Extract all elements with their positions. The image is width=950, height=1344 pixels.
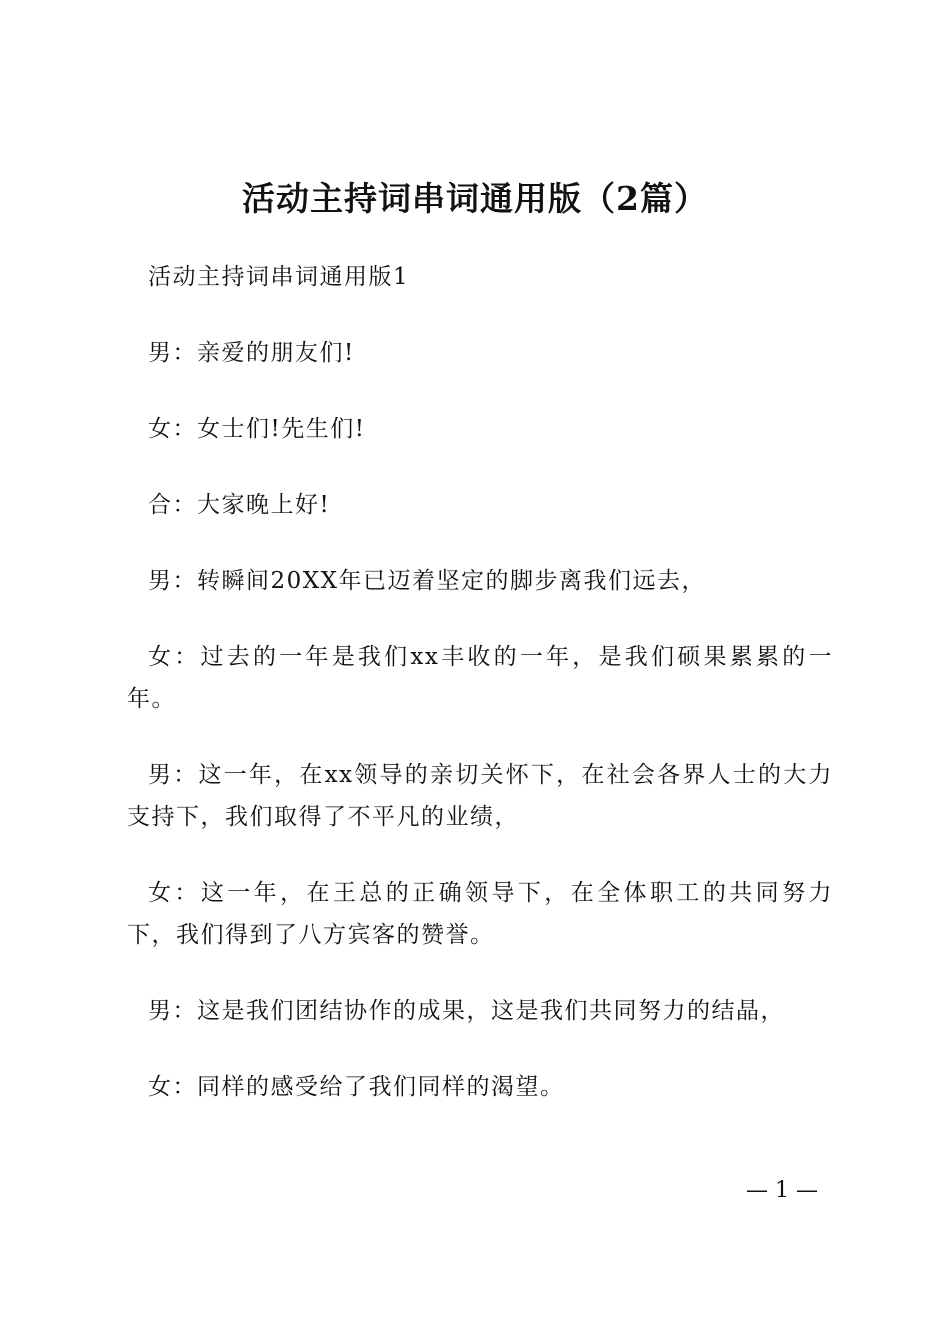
dialogue-line-6: 男：这一年，在xx领导的亲切关怀下，在社会各界人士的大力支持下，我们取得了不平凡的业绩， — [127, 762, 833, 830]
page-number: — 1 — — [746, 1178, 818, 1203]
document-title: 活动主持词串词通用版（2篇） — [242, 179, 708, 218]
document-body — [127, 256, 833, 1108]
dialogue-line-3: 合：大家晚上好! — [148, 492, 331, 518]
dialogue-line-7: 女：这一年，在王总的正确领导下，在全体职工的共同努力下，我们得到了八方宾客的赞誉。 — [127, 880, 833, 948]
dialogue-line-8: 男：这是我们团结协作的成果，这是我们共同努力的结晶， — [148, 998, 785, 1024]
dialogue-line-9: 女：同样的感受给了我们同样的渴望。 — [148, 1074, 565, 1100]
dialogue-line-2: 女：女士们!先生们! — [148, 416, 366, 442]
section-heading: 活动主持词串词通用版1 — [148, 264, 410, 290]
dialogue-line-1: 男：亲爱的朋友们! — [148, 340, 355, 366]
dialogue-line-4: 男：转瞬间20XX年已迈着坚定的脚步离我们远去， — [148, 568, 707, 594]
dialogue-line-5: 女：过去的一年是我们xx丰收的一年，是我们硕果累累的一年。 — [127, 644, 833, 712]
